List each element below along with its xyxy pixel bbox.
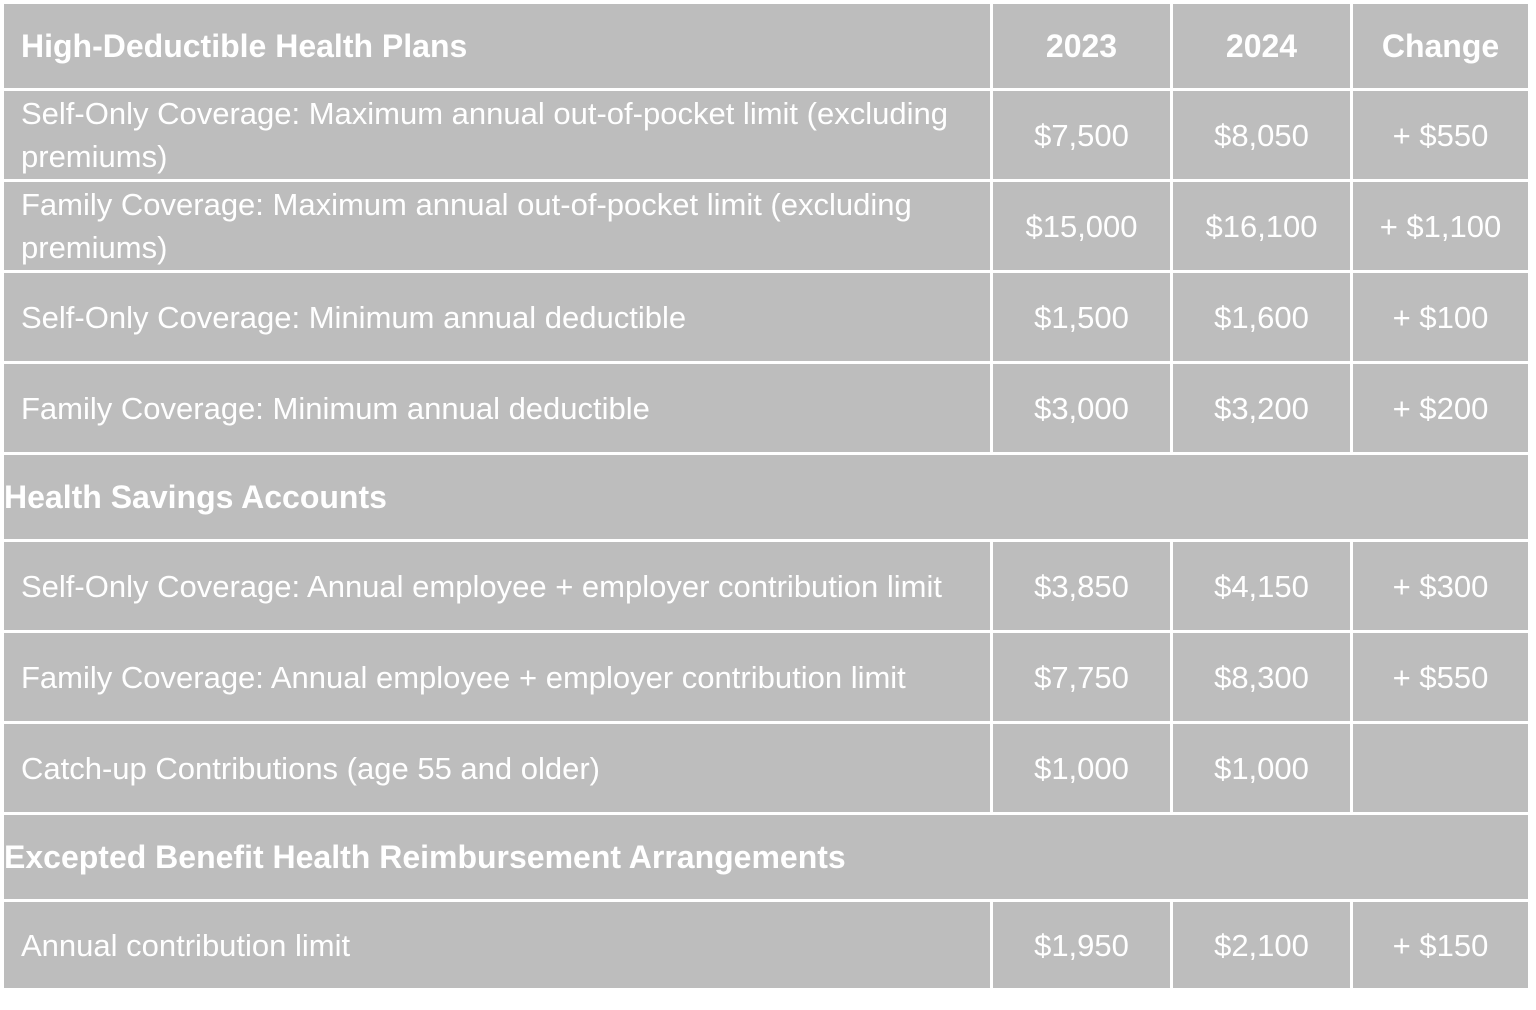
row-label: Self-Only Coverage: Minimum annual deductible	[4, 273, 990, 361]
value-change: + $200	[1353, 364, 1528, 452]
value-2023: $3,000	[993, 364, 1170, 452]
table-row	[4, 633, 1528, 721]
value-change: + $550	[1353, 633, 1528, 721]
section-title-ebhra: Excepted Benefit Health Reimbursement Arrangements	[4, 815, 1528, 899]
section-row-hsa	[4, 455, 1528, 539]
value-2024: $8,050	[1173, 91, 1350, 179]
section-title-hsa: Health Savings Accounts	[4, 455, 1528, 539]
value-change: + $1,100	[1353, 182, 1528, 270]
value-change: + $150	[1353, 902, 1528, 988]
row-label: Family Coverage: Minimum annual deductible	[4, 364, 990, 452]
table-row	[4, 364, 1528, 452]
table-row	[4, 724, 1528, 812]
value-2024: $3,200	[1173, 364, 1350, 452]
row-label: Annual contribution limit	[4, 902, 990, 988]
value-change	[1353, 724, 1528, 812]
column-header-2024: 2024	[1173, 4, 1350, 88]
table-row	[4, 91, 1528, 179]
column-header-2023: 2023	[993, 4, 1170, 88]
value-2023: $15,000	[993, 182, 1170, 270]
value-2024: $4,150	[1173, 542, 1350, 630]
value-2023: $3,850	[993, 542, 1170, 630]
value-2024: $1,600	[1173, 273, 1350, 361]
value-2023: $7,750	[993, 633, 1170, 721]
value-2023: $7,500	[993, 91, 1170, 179]
value-2023: $1,950	[993, 902, 1170, 988]
row-label: Family Coverage: Annual employee + employer contribution limit	[4, 633, 990, 721]
value-change: + $550	[1353, 91, 1528, 179]
value-2024: $1,000	[1173, 724, 1350, 812]
value-2023: $1,000	[993, 724, 1170, 812]
table-row	[4, 273, 1528, 361]
value-2023: $1,500	[993, 273, 1170, 361]
row-label: Family Coverage: Maximum annual out-of-pocket limit (excluding premiums)	[4, 182, 990, 270]
table-row	[4, 902, 1528, 988]
column-header-change: Change	[1353, 4, 1528, 88]
value-2024: $16,100	[1173, 182, 1350, 270]
section-row-ebhra	[4, 815, 1528, 899]
row-label: Catch-up Contributions (age 55 and older)	[4, 724, 990, 812]
row-label: Self-Only Coverage: Maximum annual out-of-pocket limit (excluding premiums)	[4, 91, 990, 179]
table-header-row	[4, 4, 1528, 88]
row-label: Self-Only Coverage: Annual employee + employer contribution limit	[4, 542, 990, 630]
limits-table	[1, 1, 1531, 991]
table-row	[4, 182, 1528, 270]
value-change: + $300	[1353, 542, 1528, 630]
value-2024: $8,300	[1173, 633, 1350, 721]
value-change: + $100	[1353, 273, 1528, 361]
table-row	[4, 542, 1528, 630]
section-title-hdhp: High-Deductible Health Plans	[4, 4, 990, 88]
value-2024: $2,100	[1173, 902, 1350, 988]
